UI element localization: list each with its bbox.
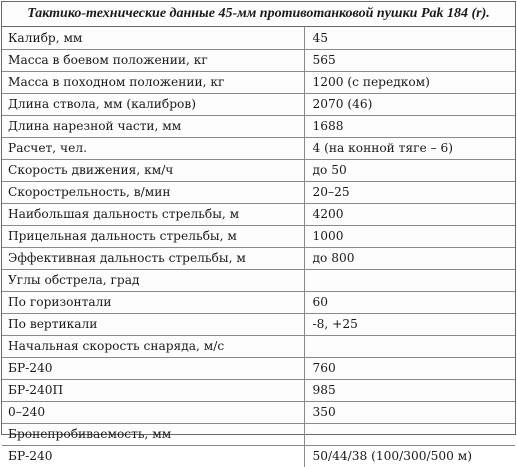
row-label: БР-240 bbox=[2, 445, 304, 467]
table-row bbox=[2, 27, 515, 49]
table-row bbox=[2, 401, 515, 423]
row-label: Длина ствола, мм (калибров) bbox=[2, 93, 304, 115]
row-label: 0–240 bbox=[2, 401, 304, 423]
row-value: 20–25 bbox=[304, 181, 515, 203]
row-label: БР-240П bbox=[2, 379, 304, 401]
table-title: Тактико-технические данные 45-мм противотанковой пушки Pak 184 (r). bbox=[2, 2, 515, 27]
row-label: Калибр, мм bbox=[2, 27, 304, 49]
row-value bbox=[304, 423, 515, 445]
table-row bbox=[2, 115, 515, 137]
table-row bbox=[2, 247, 515, 269]
table-row bbox=[2, 423, 515, 445]
row-value: 1200 (с передком) bbox=[304, 71, 515, 93]
row-value bbox=[304, 269, 515, 291]
table-row bbox=[2, 291, 515, 313]
row-value: 60 bbox=[304, 291, 515, 313]
table-row bbox=[2, 269, 515, 291]
row-label: Наибольшая дальность стрельбы, м bbox=[2, 203, 304, 225]
row-label: По горизонтали bbox=[2, 291, 304, 313]
row-label: Скорость движения, км/ч bbox=[2, 159, 304, 181]
row-value: 2070 (46) bbox=[304, 93, 515, 115]
row-value: 565 bbox=[304, 49, 515, 71]
table-row bbox=[2, 203, 515, 225]
table-row bbox=[2, 313, 515, 335]
row-value: 1688 bbox=[304, 115, 515, 137]
table-row bbox=[2, 335, 515, 357]
table-row bbox=[2, 71, 515, 93]
specs-table bbox=[2, 27, 515, 467]
row-label: Скорострельность, в/мин bbox=[2, 181, 304, 203]
row-value: -8, +25 bbox=[304, 313, 515, 335]
table-row bbox=[2, 137, 515, 159]
row-label: Начальная скорость снаряда, м/с bbox=[2, 335, 304, 357]
row-value: 985 bbox=[304, 379, 515, 401]
table-row bbox=[2, 357, 515, 379]
table-row bbox=[2, 379, 515, 401]
table-row bbox=[2, 445, 515, 467]
row-value bbox=[304, 335, 515, 357]
row-value: 4200 bbox=[304, 203, 515, 225]
row-label: Бронепробиваемость, мм bbox=[2, 423, 304, 445]
table-row bbox=[2, 225, 515, 247]
table-row bbox=[2, 181, 515, 203]
table-row bbox=[2, 93, 515, 115]
row-label: БР-240 bbox=[2, 357, 304, 379]
row-value: 350 bbox=[304, 401, 515, 423]
spec-sheet bbox=[1, 1, 516, 464]
row-value: 760 bbox=[304, 357, 515, 379]
row-label: Прицельная дальность стрельбы, м bbox=[2, 225, 304, 247]
row-value: до 800 bbox=[304, 247, 515, 269]
row-label: По вертикали bbox=[2, 313, 304, 335]
table-row bbox=[2, 159, 515, 181]
row-value: 45 bbox=[312, 30, 329, 45]
row-label: Углы обстрела, град bbox=[2, 269, 304, 291]
row-label: Масса в походном положении, кг bbox=[2, 71, 304, 93]
row-label: Эффективная дальность стрельбы, м bbox=[2, 247, 304, 269]
specs-table-body bbox=[2, 27, 515, 467]
row-label: Масса в боевом положении, кг bbox=[2, 49, 304, 71]
row-value: 4 (на конной тяге – 6) bbox=[304, 137, 515, 159]
table-row bbox=[2, 49, 515, 71]
row-label: Расчет, чел. bbox=[2, 137, 304, 159]
row-value: 1000 bbox=[304, 225, 515, 247]
row-label: Длина нарезной части, мм bbox=[2, 115, 304, 137]
row-value: до 50 bbox=[304, 159, 515, 181]
row-value: 50/44/38 (100/300/500 м) bbox=[304, 445, 515, 467]
